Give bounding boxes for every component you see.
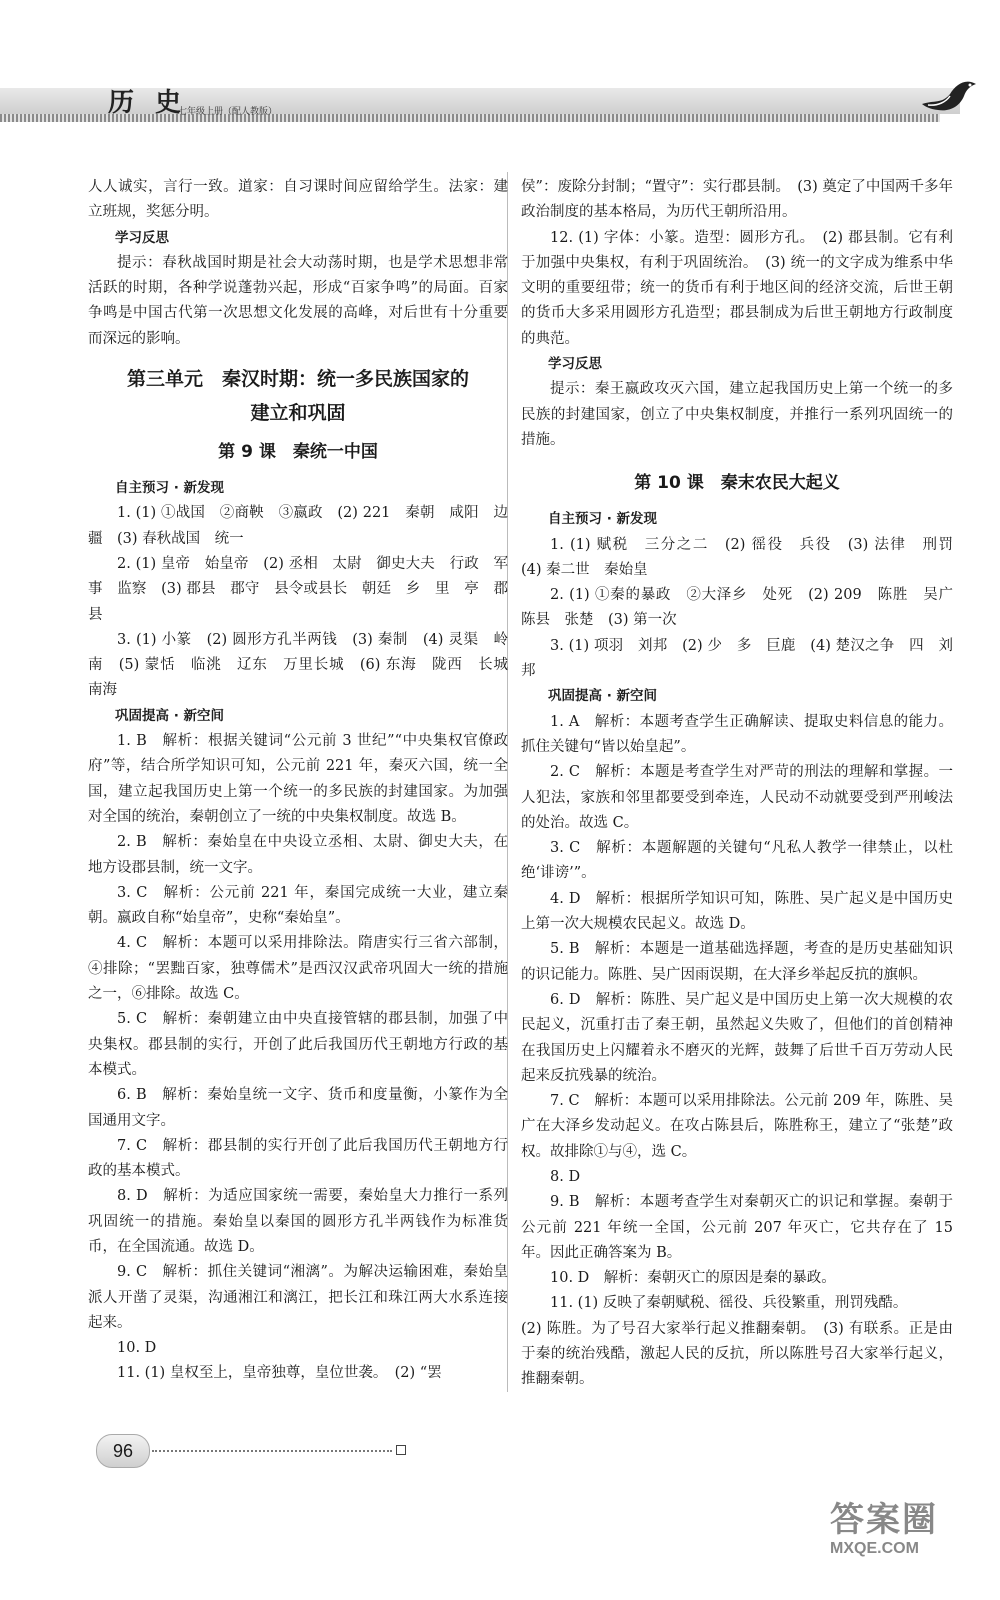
answer-paragraph: 11. (1) 反映了秦朝赋税、徭役、兵役繁重，刑罚残酷。: [550, 1295, 908, 1312]
right-column: [521, 175, 968, 1393]
lesson-title: 第 10 课 秦末农民大起义: [634, 473, 840, 494]
watermark-url: MXQE.COM: [830, 1540, 919, 1557]
watermark: [830, 1500, 938, 1558]
subject-title: 历 史: [108, 88, 188, 118]
answer-paragraph: 6. D 解析：陈胜、吴广起义是中国历史上第一次大规模的农民起义，沉重打击了秦王朝，虽然起义失败了，但他们的首创精神在我国历史上闪耀着永不磨灭的光辉，鼓舞了后世千百万劳动人民起来反抗残暴的统治。: [521, 991, 953, 1084]
answer-paragraph: 3. (1) 小篆 (2) 圆形方孔半两钱 (3) 秦制 (4) 灵渠 岭南 (5) 蒙恬 临洮 辽东 万里长城 (6) 东海 陇西 长城 南海: [88, 631, 523, 699]
answer-paragraph: 2. (1) ①秦的暴政 ②大泽乡 处死 (2) 209 陈胜 吴广 陈县 张楚 (3) 第一次: [521, 587, 968, 629]
answer-paragraph: 提示：秦王嬴政攻灭六国，建立起我国历史上第一个统一的多民族的封建国家，创立了中央集权制度，并推行一系列巩固统一的措施。: [521, 381, 953, 448]
answer-paragraph: 10. D 解析：秦朝灭亡的原因是秦的暴政。: [550, 1270, 836, 1287]
answer-paragraph: 5. C 解析：秦朝建立由中央直接管辖的郡县制，加强了中央集权。郡县制的实行，开创了此后我国历代王朝地方行政的基本模式。: [88, 1011, 508, 1078]
page-number: 96: [96, 1434, 150, 1468]
unit-heading-line1: 第三单元 秦汉时期：统一多民族国家的: [126, 368, 469, 391]
answer-paragraph: 12. (1) 字体：小篆。造型：圆形方孔。 (2) 郡县制。它有利于加强中央集权，有利于巩固统治。 (3) 统一的文字成为维系中华文明的重要纽带；统一的货币有利于地区间的经济交流，后世王朝的货币大多采用圆形方孔造型；郡县制成为后世王朝地方行政制度的典范。: [521, 229, 953, 347]
watermark-title: 答案圈: [830, 1501, 938, 1539]
grade-label: 七年级上册（配人教版）: [178, 107, 278, 117]
answer-paragraph: 9. C 解析：抓住关键词“湘漓”。为解决运输困难，秦始皇派人开凿了灵渠，沟通湘江和漓江，把长江和珠江两大水系连接起来。: [88, 1264, 508, 1331]
answer-paragraph: 2. (1) 皇帝 始皇帝 (2) 丞相 太尉 御史大夫 行政 军事 监察 (3) 郡县 郡守 县令或县长 朝廷 乡 里 亭 郡县: [88, 555, 508, 623]
lesson-title: 第 9 课 秦统一中国: [218, 442, 378, 463]
section-label: 巩固提高 · 新空间: [115, 707, 225, 724]
answer-paragraph: 3. (1) 项羽 刘邦 (2) 少 多 巨鹿 (4) 楚汉之争 四 刘邦: [521, 637, 953, 680]
answer-paragraph: 11. (1) 皇权至上，皇帝独尊，皇位世袭。 (2) “罢: [117, 1365, 442, 1382]
answer-paragraph: 8. D 解析：为适应国家统一需要，秦始皇大力推行一系列巩固统一的措施。秦始皇以秦国的圆形方孔半两钱作为标准货币，在全国流通。故选 D。: [88, 1188, 508, 1255]
answer-paragraph: 7. C 解析：本题可以采用排除法。公元前 209 年，陈胜、吴广在大泽乡发动起义。在攻占陈县后，陈胜称王，建立了“张楚”政权。故排除①与④，选 C。: [521, 1093, 953, 1160]
footer-square-icon: [396, 1445, 406, 1455]
section-label: 自主预习 · 新发现: [115, 480, 225, 497]
answer-paragraph: 9. B 解析：本题考查学生对秦朝灭亡的识记和掌握。秦朝于公元前 221 年统一全国，公元前 207 年灭亡，它共存在了 15 年。因此正确答案为 B。: [521, 1194, 953, 1261]
answer-paragraph: 2. C 解析：本题是考查学生对严苛的刑法的理解和掌握。一人犯法，家族和邻里都要受到牵连，人民动不动就要受到严刑峻法的处治。故选 C。: [521, 764, 953, 831]
answer-paragraph: 3. C 解析：本题解题的关键句“凡私人教学一律禁止，以杜绝‘诽谤’”。: [521, 840, 953, 882]
answer-paragraph: 6. B 解析：秦始皇统一文字、货币和度量衡，小篆作为全国通用文字。: [88, 1087, 508, 1129]
answer-paragraph: 4. C 解析：本题可以采用排除法。隋唐实行三省六部制，④排除；“罢黜百家，独尊儒术”是西汉汉武帝巩固大一统的措施之一，⑥排除。故选 C。: [88, 935, 508, 1003]
answer-paragraph: 10. D: [117, 1340, 157, 1357]
answer-paragraph: 1. A 解析：本题考查学生正确解读、提取史料信息的能力。抓住关键句“皆以始皇起”。: [521, 713, 953, 755]
text-paragraph: (2) 陈胜。为了号召大家举行起义推翻秦朝。 (3) 有联系。正是由于秦的统治残酷，激起人民的反抗，所以陈胜号召大家举行起义，推翻秦朝。: [521, 1320, 953, 1388]
text-paragraph: 侯”：废除分封制；“置守”：实行郡县制。 (3) 奠定了中国两千多年政治制度的基本格局，为历代王朝所沿用。: [521, 179, 953, 221]
unit-heading-line2: 建立和巩固: [250, 402, 346, 425]
left-column: [88, 175, 523, 1387]
answer-paragraph: 5. B 解析：本题是一道基础选择题，考查的是历史基础知识的识记能力。陈胜、吴广因雨误期，在大泽乡举起反抗的旗帜。: [521, 941, 953, 983]
answer-paragraph: 1. B 解析：根据关键词“公元前 3 世纪”“中央集权官僚政府”等，结合所学知识可知，公元前 221 年，秦灭六国，统一全国，建立起我国历史上第一个统一的多民族的封建国家。为加强对全国的统治，秦朝创立了一统的中央集权制度。故选 B。: [88, 733, 508, 825]
answer-paragraph: 3. C 解析：公元前 221 年，秦国完成统一大业，建立秦朝。嬴政自称“始皇帝”，史称“秦始皇”。: [88, 884, 508, 927]
footer-dotted-line: [152, 1450, 392, 1452]
page-header: [0, 58, 1000, 138]
bird-logo-icon: [920, 74, 980, 120]
answer-paragraph: 4. D 解析：根据所学知识可知，陈胜、吴广起义是中国历史上第一次大规模农民起义。故选 D。: [521, 890, 953, 933]
answer-paragraph: 8. D: [550, 1168, 581, 1185]
answer-paragraph: 7. C 解析：郡县制的实行开创了此后我国历代王朝地方行政的基本模式。: [88, 1137, 508, 1180]
unit-heading: [88, 362, 508, 430]
section-label: 学习反思: [115, 229, 169, 246]
answer-paragraph: 提示：春秋战国时期是社会大动荡时期，也是学术思想非常活跃的时期，各种学说蓬勃兴起，形成“百家争鸣”的局面。百家争鸣是中国古代第一次思想文化发展的高峰，对后世有十分重要而深远的影响。: [88, 254, 508, 347]
section-label: 巩固提高 · 新空间: [548, 688, 658, 705]
section-label: 自主预习 · 新发现: [548, 511, 658, 528]
answer-paragraph: 1. (1) ①战国 ②商鞅 ③嬴政 (2) 221 秦朝 咸阳 边疆 (3) 春秋战国 统一: [88, 505, 508, 547]
answer-paragraph: 2. B 解析：秦始皇在中央设立丞相、太尉、御史大夫，在地方设郡县制，统一文字。: [88, 834, 508, 876]
text-paragraph: 人人诚实，言行一致。道家：自习课时间应留给学生。法家：建立班规，奖惩分明。: [88, 179, 508, 221]
page-footer: [96, 1432, 426, 1472]
section-label: 学习反思: [548, 356, 602, 373]
answer-paragraph: 1. (1) 赋税 三分之二 (2) 徭役 兵役 (3) 法律 刑罚 (4) 秦二世 秦始皇: [521, 536, 968, 578]
